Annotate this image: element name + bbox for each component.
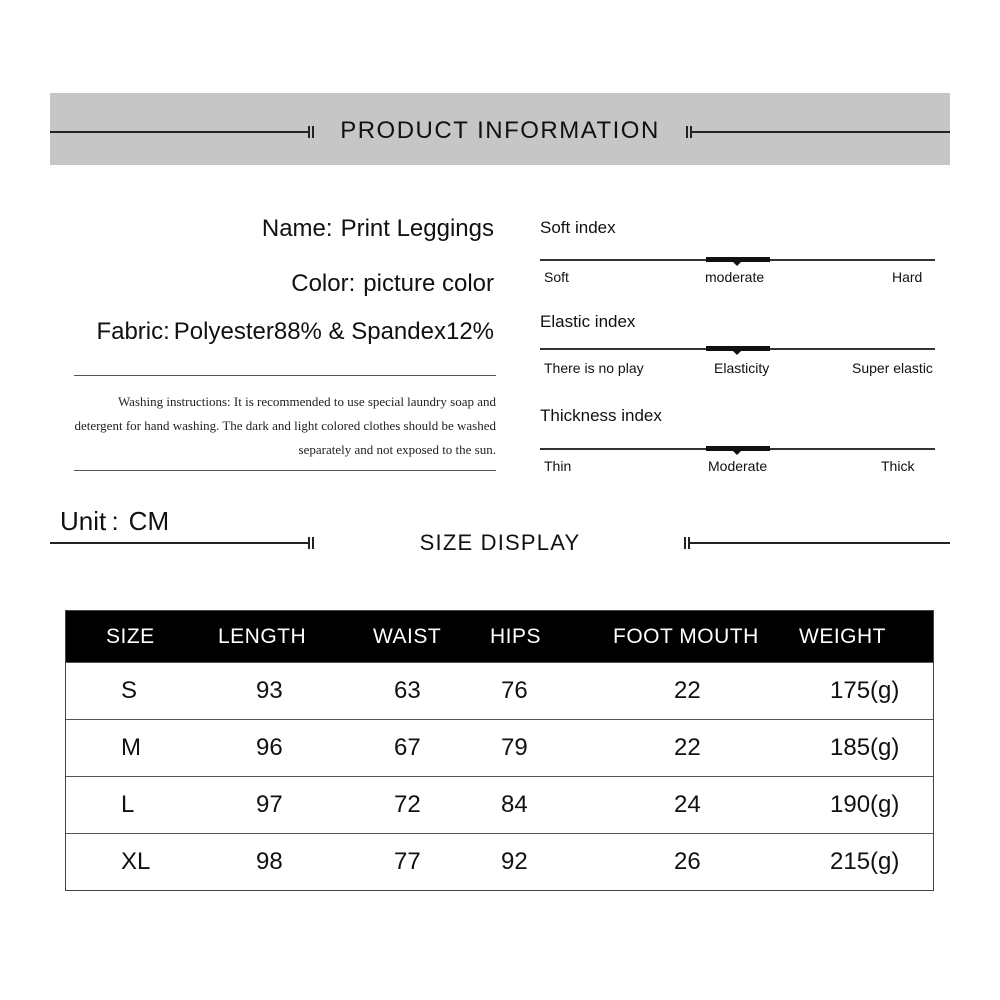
size-display-title: SIZE DISPLAY [419,530,581,555]
table-header-row [66,611,933,662]
header-hips: HIPS [490,624,542,648]
size-table [65,610,934,891]
cell-foot-mouth: 22 [674,734,701,761]
cell-foot-mouth: 24 [674,791,701,818]
cell-waist: 77 [394,848,421,875]
page-title: PRODUCT INFORMATION [340,117,660,144]
name-label: Name: [261,215,333,242]
thickness-index-marker [706,446,770,451]
elastic-index-marker [706,346,770,351]
name-value: Print Leggings [340,215,494,242]
header-foot-mouth: FOOT MOUTH [613,624,759,648]
cell-length: 96 [256,734,283,761]
table-row [66,719,933,776]
cell-size: L [121,791,135,818]
cell-weight: 175(g) [830,677,900,704]
cell-waist: 63 [394,677,421,704]
cell-weight: 185(g) [830,734,900,761]
table-row [66,776,933,833]
cell-hips: 92 [501,848,528,875]
unit-value: CM [128,506,170,536]
cell-foot-mouth: 26 [674,848,701,875]
elastic-index-mid: Elasticity [714,360,770,376]
product-name [262,215,494,243]
soft-index-title: Soft index [540,218,616,237]
soft-index-low: Soft [544,269,569,285]
thickness-index-title: Thickness index [540,406,662,425]
cell-length: 93 [256,677,283,704]
cell-size: M [121,734,141,761]
unit-label: Unit : [60,506,119,536]
cell-size: S [121,677,138,704]
cell-length: 98 [256,848,283,875]
cell-waist: 67 [394,734,421,761]
cell-foot-mouth: 22 [674,677,701,704]
fabric-value: Polyester88% & Spandex12% [173,318,494,345]
color-value: picture color [363,270,494,297]
product-color [291,270,494,298]
cell-waist: 72 [394,791,421,818]
fabric-label: Fabric: [96,318,170,345]
elastic-index-high: Super elastic [852,360,933,376]
cell-size: XL [121,848,151,875]
table-row [66,662,933,719]
soft-index-marker [706,257,770,262]
thickness-index-mid: Moderate [708,458,768,474]
elastic-index-low: There is no play [544,360,644,376]
product-fabric [96,318,494,346]
cell-length: 97 [256,791,283,818]
color-label: Color: [291,270,356,297]
table-row [66,833,933,890]
info-divider-top [74,375,496,376]
elastic-index-title: Elastic index [540,312,636,331]
header-waist: WAIST [373,624,442,648]
info-divider-bottom [74,470,496,471]
cell-hips: 84 [501,791,528,818]
header-weight: WEIGHT [799,624,886,648]
cell-hips: 79 [501,734,528,761]
thickness-index-high: Thick [881,458,915,474]
cell-hips: 76 [501,677,528,704]
header-length: LENGTH [218,624,307,648]
washing-instructions: Washing instructions: It is recommended to use special laundry soap and detergent for hand washing. The dark and light colored clothes should be washed separately and not exposed to the sun. [74,394,496,457]
cell-weight: 215(g) [830,848,900,875]
header-size: SIZE [106,624,155,648]
soft-index-high: Hard [892,269,923,285]
thickness-index-low: Thin [544,458,572,474]
soft-index-mid: moderate [705,269,765,285]
cell-weight: 190(g) [830,791,900,818]
